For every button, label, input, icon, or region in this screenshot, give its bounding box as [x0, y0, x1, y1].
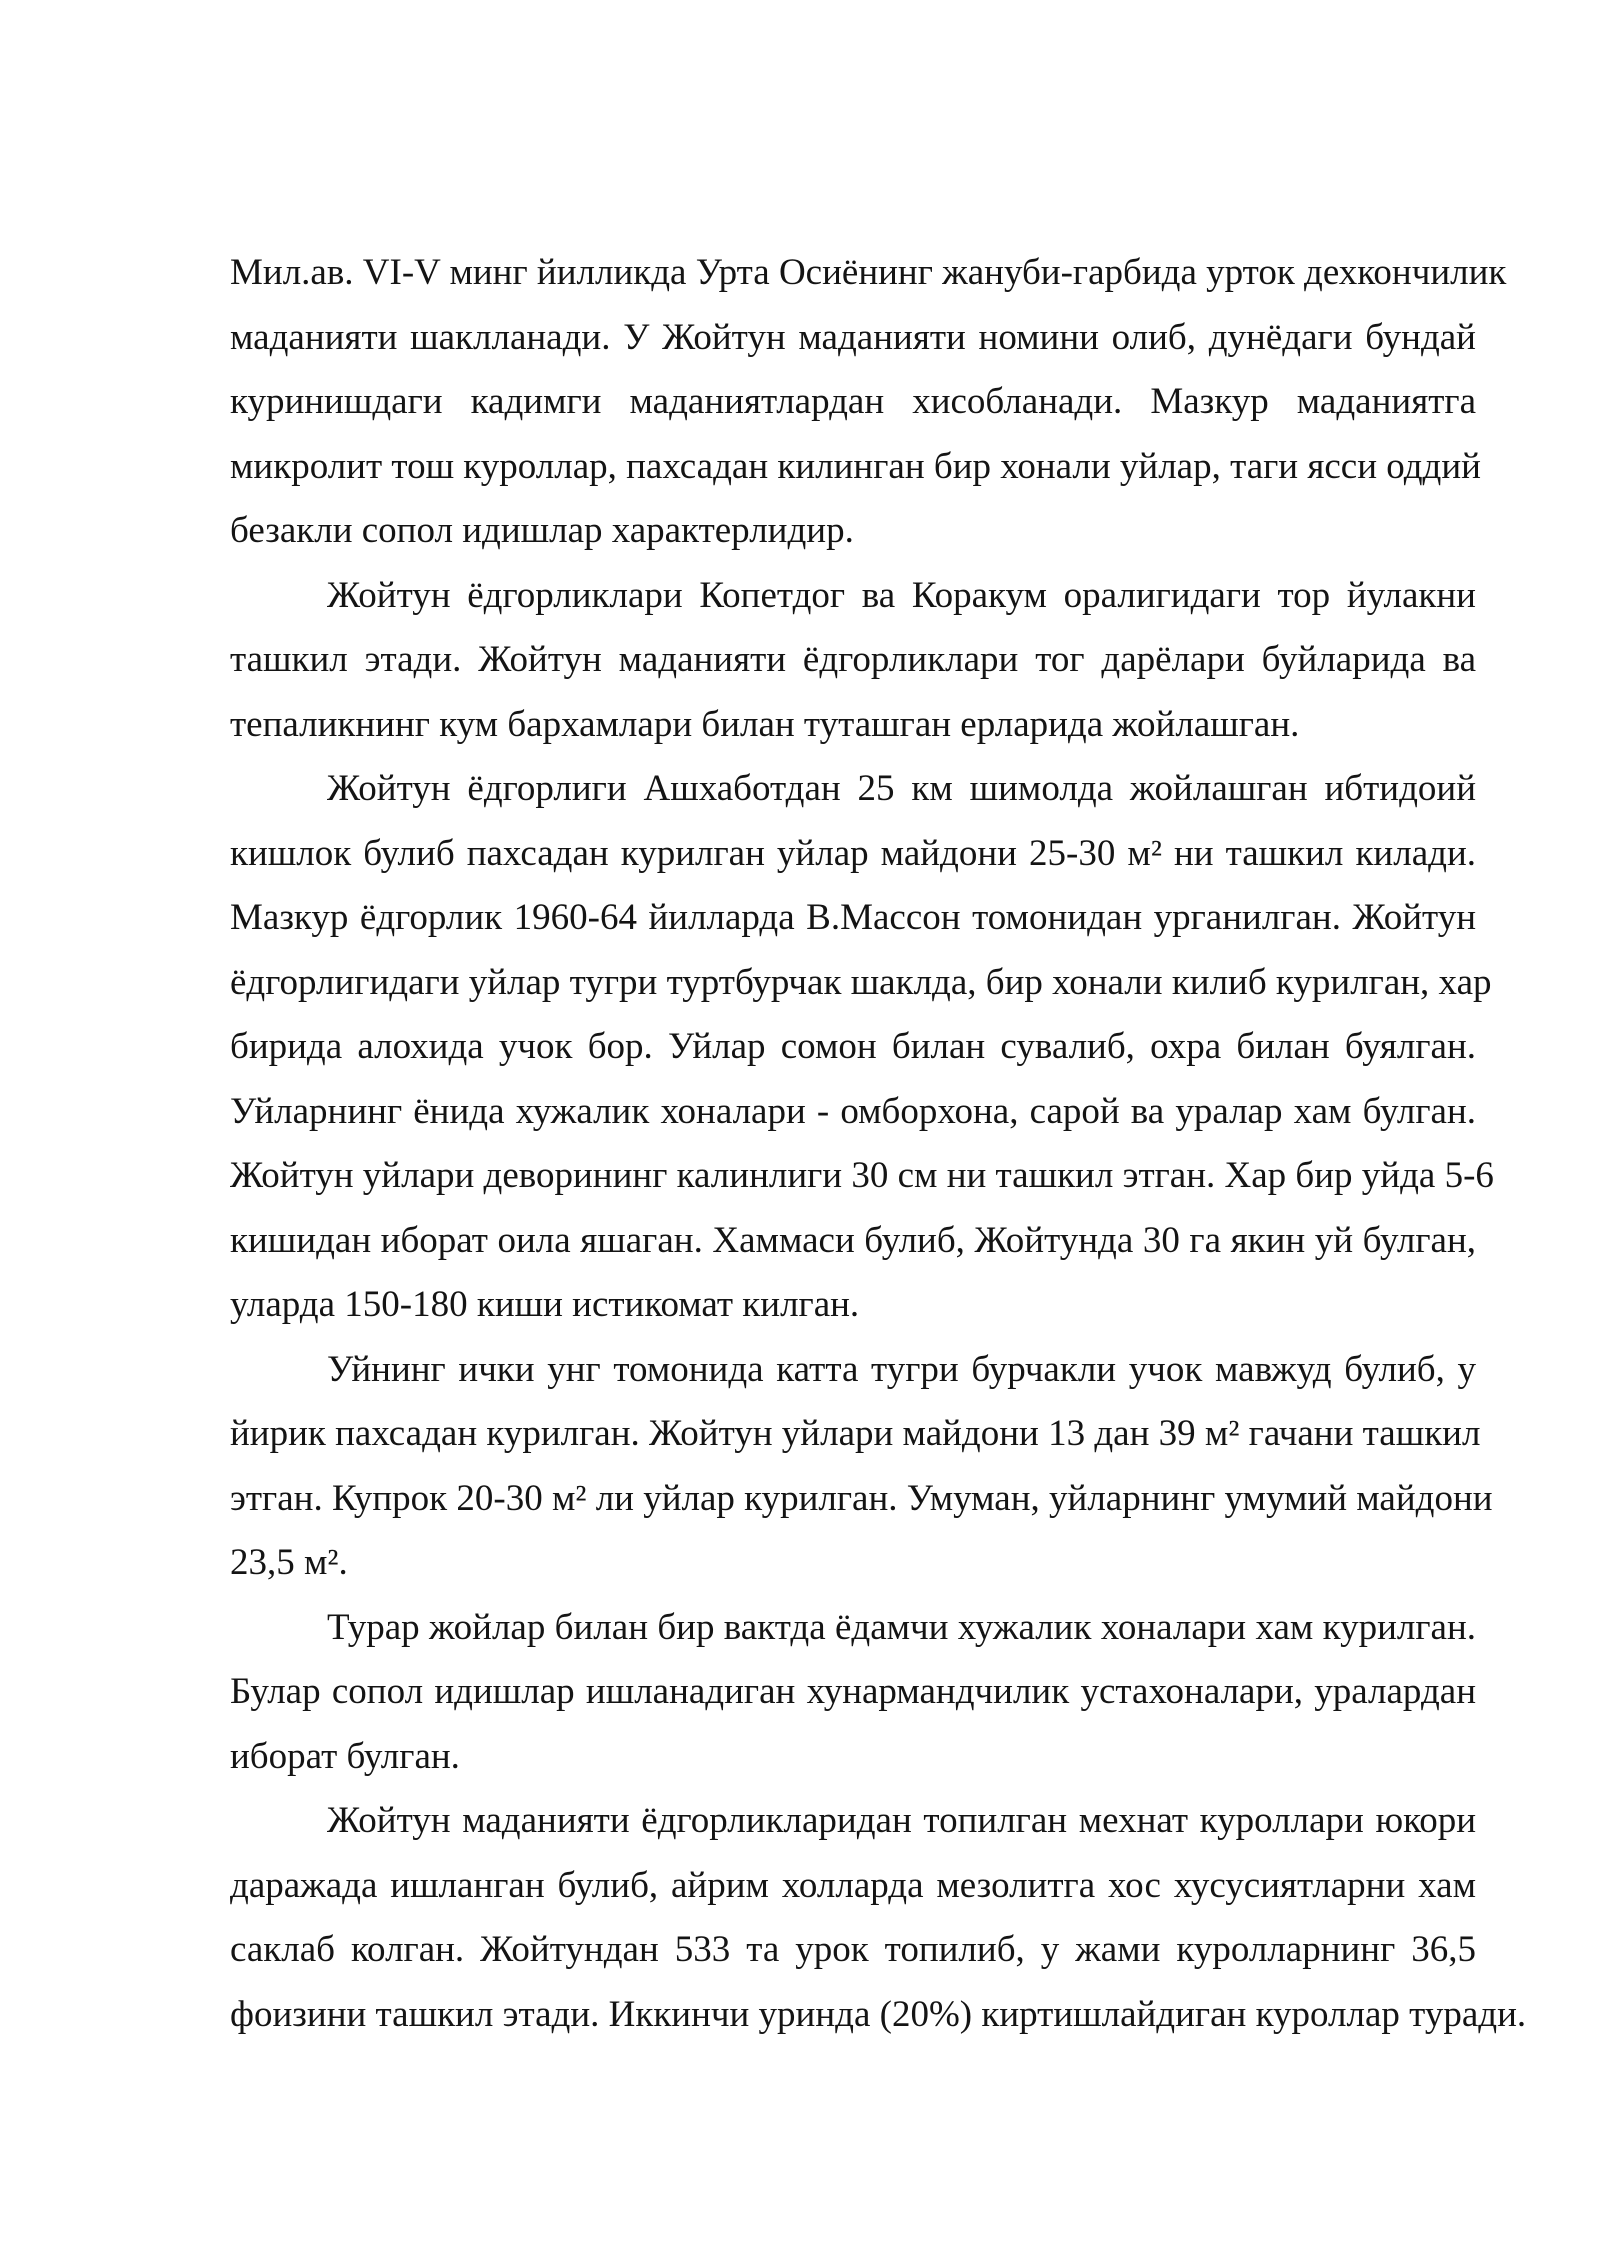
- text-line: микролит тош куроллар, пахсадан килинган бир хонали уйлар, таги ясси оддий: [230, 445, 1481, 487]
- text-line: саклаб колган. Жойтундан 533 та урок топилиб, у жами куролларнинг 36,5: [230, 1929, 1476, 1970]
- text-line: этган. Купрок 20-30 м² ли уйлар курилган. Умуман, уйларнинг умумий майдони: [230, 1477, 1493, 1519]
- text-line: фоизини ташкил этади. Иккинчи уринда (20%) киртишлайдиган куроллар туради.: [230, 1993, 1527, 2035]
- text-line: даражада ишланган булиб, айрим холларда мезолитга хос хусусиятларни хам: [230, 1864, 1476, 1906]
- text-line: бирида алохида учок бор. Уйлар сомон билан сувалиб, охра билан буялган.: [230, 1026, 1476, 1067]
- text-line: уларда 150-180 киши истикомат килган.: [230, 1284, 860, 1325]
- text-line: Уйнинг ички унг томонида катта тугри бурчакли учок мавжуд булиб, у: [327, 1348, 1476, 1390]
- text-line: тепаликнинг кум бархамлари билан туташган ерларида жойлашган.: [230, 703, 1300, 745]
- text-line: Жойтун маданияти ёдгорликларидан топилган мехнат куроллари юкори: [327, 1800, 1476, 1841]
- paragraph: [230, 1789, 1527, 2047]
- text-line: безакли сопол идишлар характерлидир.: [230, 510, 854, 551]
- text-line: Жойтун ёдгорлиги Ашхаботдан 25 км шимолда жойлашган ибтидоий: [327, 768, 1476, 809]
- text-line: йирик пахсадан курилган. Жойтун уйлари майдони 13 дан 39 м² гачани ташкил: [230, 1413, 1481, 1454]
- paragraph: [230, 1338, 1493, 1596]
- body-text: [230, 241, 1527, 2047]
- paragraph: [230, 1596, 1476, 1790]
- paragraph: [230, 241, 1507, 564]
- text-line: Жойтун ёдгорликлари Копетдог ва Коракум оралигидаги тор йулакни: [327, 574, 1476, 616]
- text-line: Турар жойлар билан бир вактда ёдамчи хужалик хоналари хам курилган.: [327, 1606, 1476, 1648]
- text-line: куринишдаги кадимги маданиятлардан хисобланади. Мазкур маданиятга: [230, 381, 1476, 422]
- text-line: ташкил этади. Жойтун маданияти ёдгорликлари тог дарёлари буйларида ва: [230, 639, 1476, 680]
- text-line: 23,5 м².: [230, 1542, 348, 1583]
- text-line: Булар сопол идишлар ишланадиган хунармандчилик устахоналари, уралардан: [230, 1671, 1476, 1712]
- text-line: кишидан иборат оила яшаган. Хаммаси булиб, Жойтунда 30 га якин уй булган,: [230, 1219, 1476, 1261]
- paragraph: [230, 757, 1494, 1338]
- text-line: Мил.ав. VI-V минг йилликда Урта Осиёнинг жануби-гарбида урток дехкончилик: [230, 252, 1507, 293]
- text-line: ёдгорлигидаги уйлар тугри туртбурчак шаклда, бир хонали килиб курилган, хар: [230, 961, 1492, 1003]
- text-line: маданияти шаклланади. У Жойтун маданияти номини олиб, дунёдаги бундай: [230, 316, 1476, 358]
- text-line: кишлок булиб пахсадан курилган уйлар майдони 25-30 м² ни ташкил килади.: [230, 832, 1476, 874]
- paragraph: [230, 564, 1476, 758]
- text-line: иборат булган.: [230, 1735, 460, 1777]
- text-line: Уйларнинг ёнида хужалик хоналари - омборхона, сарой ва уралар хам булган.: [230, 1090, 1476, 1132]
- text-line: Жойтун уйлари деворининг калинлиги 30 см ни ташкил этган. Хар бир уйда 5-6: [230, 1155, 1494, 1196]
- text-line: Мазкур ёдгорлик 1960-64 йилларда В.Массон томонидан урганилган. Жойтун: [230, 897, 1476, 938]
